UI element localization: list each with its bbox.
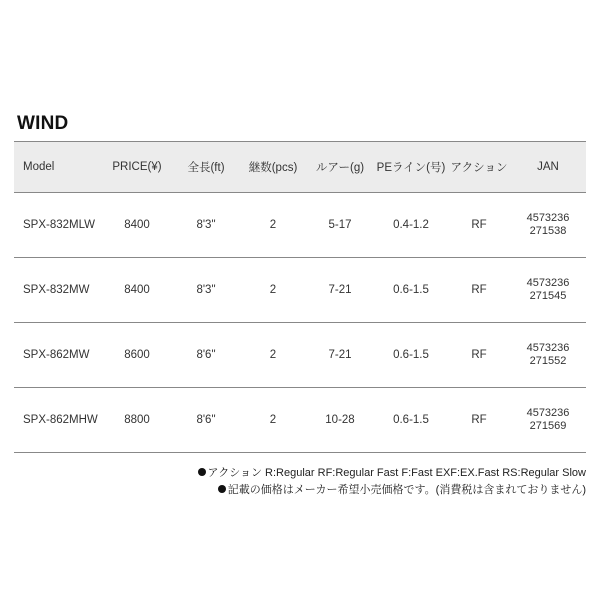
table-header-row <box>14 142 586 193</box>
page-title: WIND <box>17 113 69 134</box>
header-length: 全長(ft) <box>172 142 240 193</box>
header-action: アクション <box>448 142 510 193</box>
cell-pieces: 2 <box>240 323 306 388</box>
jan-line-1: 4573236 <box>526 407 570 419</box>
header-model: Model <box>14 142 102 193</box>
cell-pe-line: 0.6-1.5 <box>374 258 448 323</box>
cell-length: 8'3" <box>172 258 240 323</box>
cell-action: RF <box>448 323 510 388</box>
table-row <box>14 388 586 453</box>
cell-jan <box>510 258 586 323</box>
cell-action: RF <box>448 258 510 323</box>
cell-pe-line: 0.4-1.2 <box>374 193 448 258</box>
action-legend-text: アクション R:Regular RF:Regular Fast F:Fast EXF:EX.Fast RS:Regular Slow <box>207 467 586 479</box>
cell-pieces: 2 <box>240 388 306 453</box>
table-row <box>14 193 586 258</box>
spec-table <box>14 141 586 453</box>
jan-line-1: 4573236 <box>526 277 570 289</box>
cell-lure: 5-17 <box>306 193 374 258</box>
cell-lure: 7-21 <box>306 323 374 388</box>
jan-line-2: 271538 <box>529 225 567 237</box>
cell-length: 8'3" <box>172 193 240 258</box>
cell-action: RF <box>448 193 510 258</box>
jan-line-1: 4573236 <box>526 342 570 354</box>
bullet-icon <box>218 485 226 493</box>
cell-pieces: 2 <box>240 258 306 323</box>
cell-price: 8400 <box>102 193 172 258</box>
action-legend-note <box>198 465 586 482</box>
cell-jan <box>510 323 586 388</box>
header-pe-line: PEライン(号) <box>374 142 448 193</box>
jan-line-1: 4573236 <box>526 212 570 224</box>
cell-lure: 10-28 <box>306 388 374 453</box>
header-pieces: 継数(pcs) <box>240 142 306 193</box>
bullet-icon <box>198 468 206 476</box>
jan-line-2: 271545 <box>529 290 567 302</box>
cell-model: SPX-832MW <box>14 258 102 323</box>
jan-line-2: 271569 <box>529 420 567 432</box>
jan-line-2: 271552 <box>529 355 567 367</box>
cell-length: 8'6" <box>172 388 240 453</box>
cell-model: SPX-862MW <box>14 323 102 388</box>
cell-jan <box>510 193 586 258</box>
footnotes <box>198 465 586 499</box>
cell-price: 8400 <box>102 258 172 323</box>
price-note <box>198 482 586 499</box>
cell-lure: 7-21 <box>306 258 374 323</box>
header-lure: ルアー(g) <box>306 142 374 193</box>
cell-model: SPX-832MLW <box>14 193 102 258</box>
table-row <box>14 258 586 323</box>
table-row <box>14 323 586 388</box>
cell-pieces: 2 <box>240 193 306 258</box>
cell-pe-line: 0.6-1.5 <box>374 323 448 388</box>
cell-price: 8800 <box>102 388 172 453</box>
header-jan: JAN <box>510 142 586 193</box>
cell-model: SPX-862MHW <box>14 388 102 453</box>
header-price: PRICE(¥) <box>102 142 172 193</box>
price-note-text: 記載の価格はメーカー希望小売価格です。(消費税は含まれておりません) <box>227 484 586 496</box>
cell-pe-line: 0.6-1.5 <box>374 388 448 453</box>
cell-price: 8600 <box>102 323 172 388</box>
cell-length: 8'6" <box>172 323 240 388</box>
cell-jan <box>510 388 586 453</box>
cell-action: RF <box>448 388 510 453</box>
